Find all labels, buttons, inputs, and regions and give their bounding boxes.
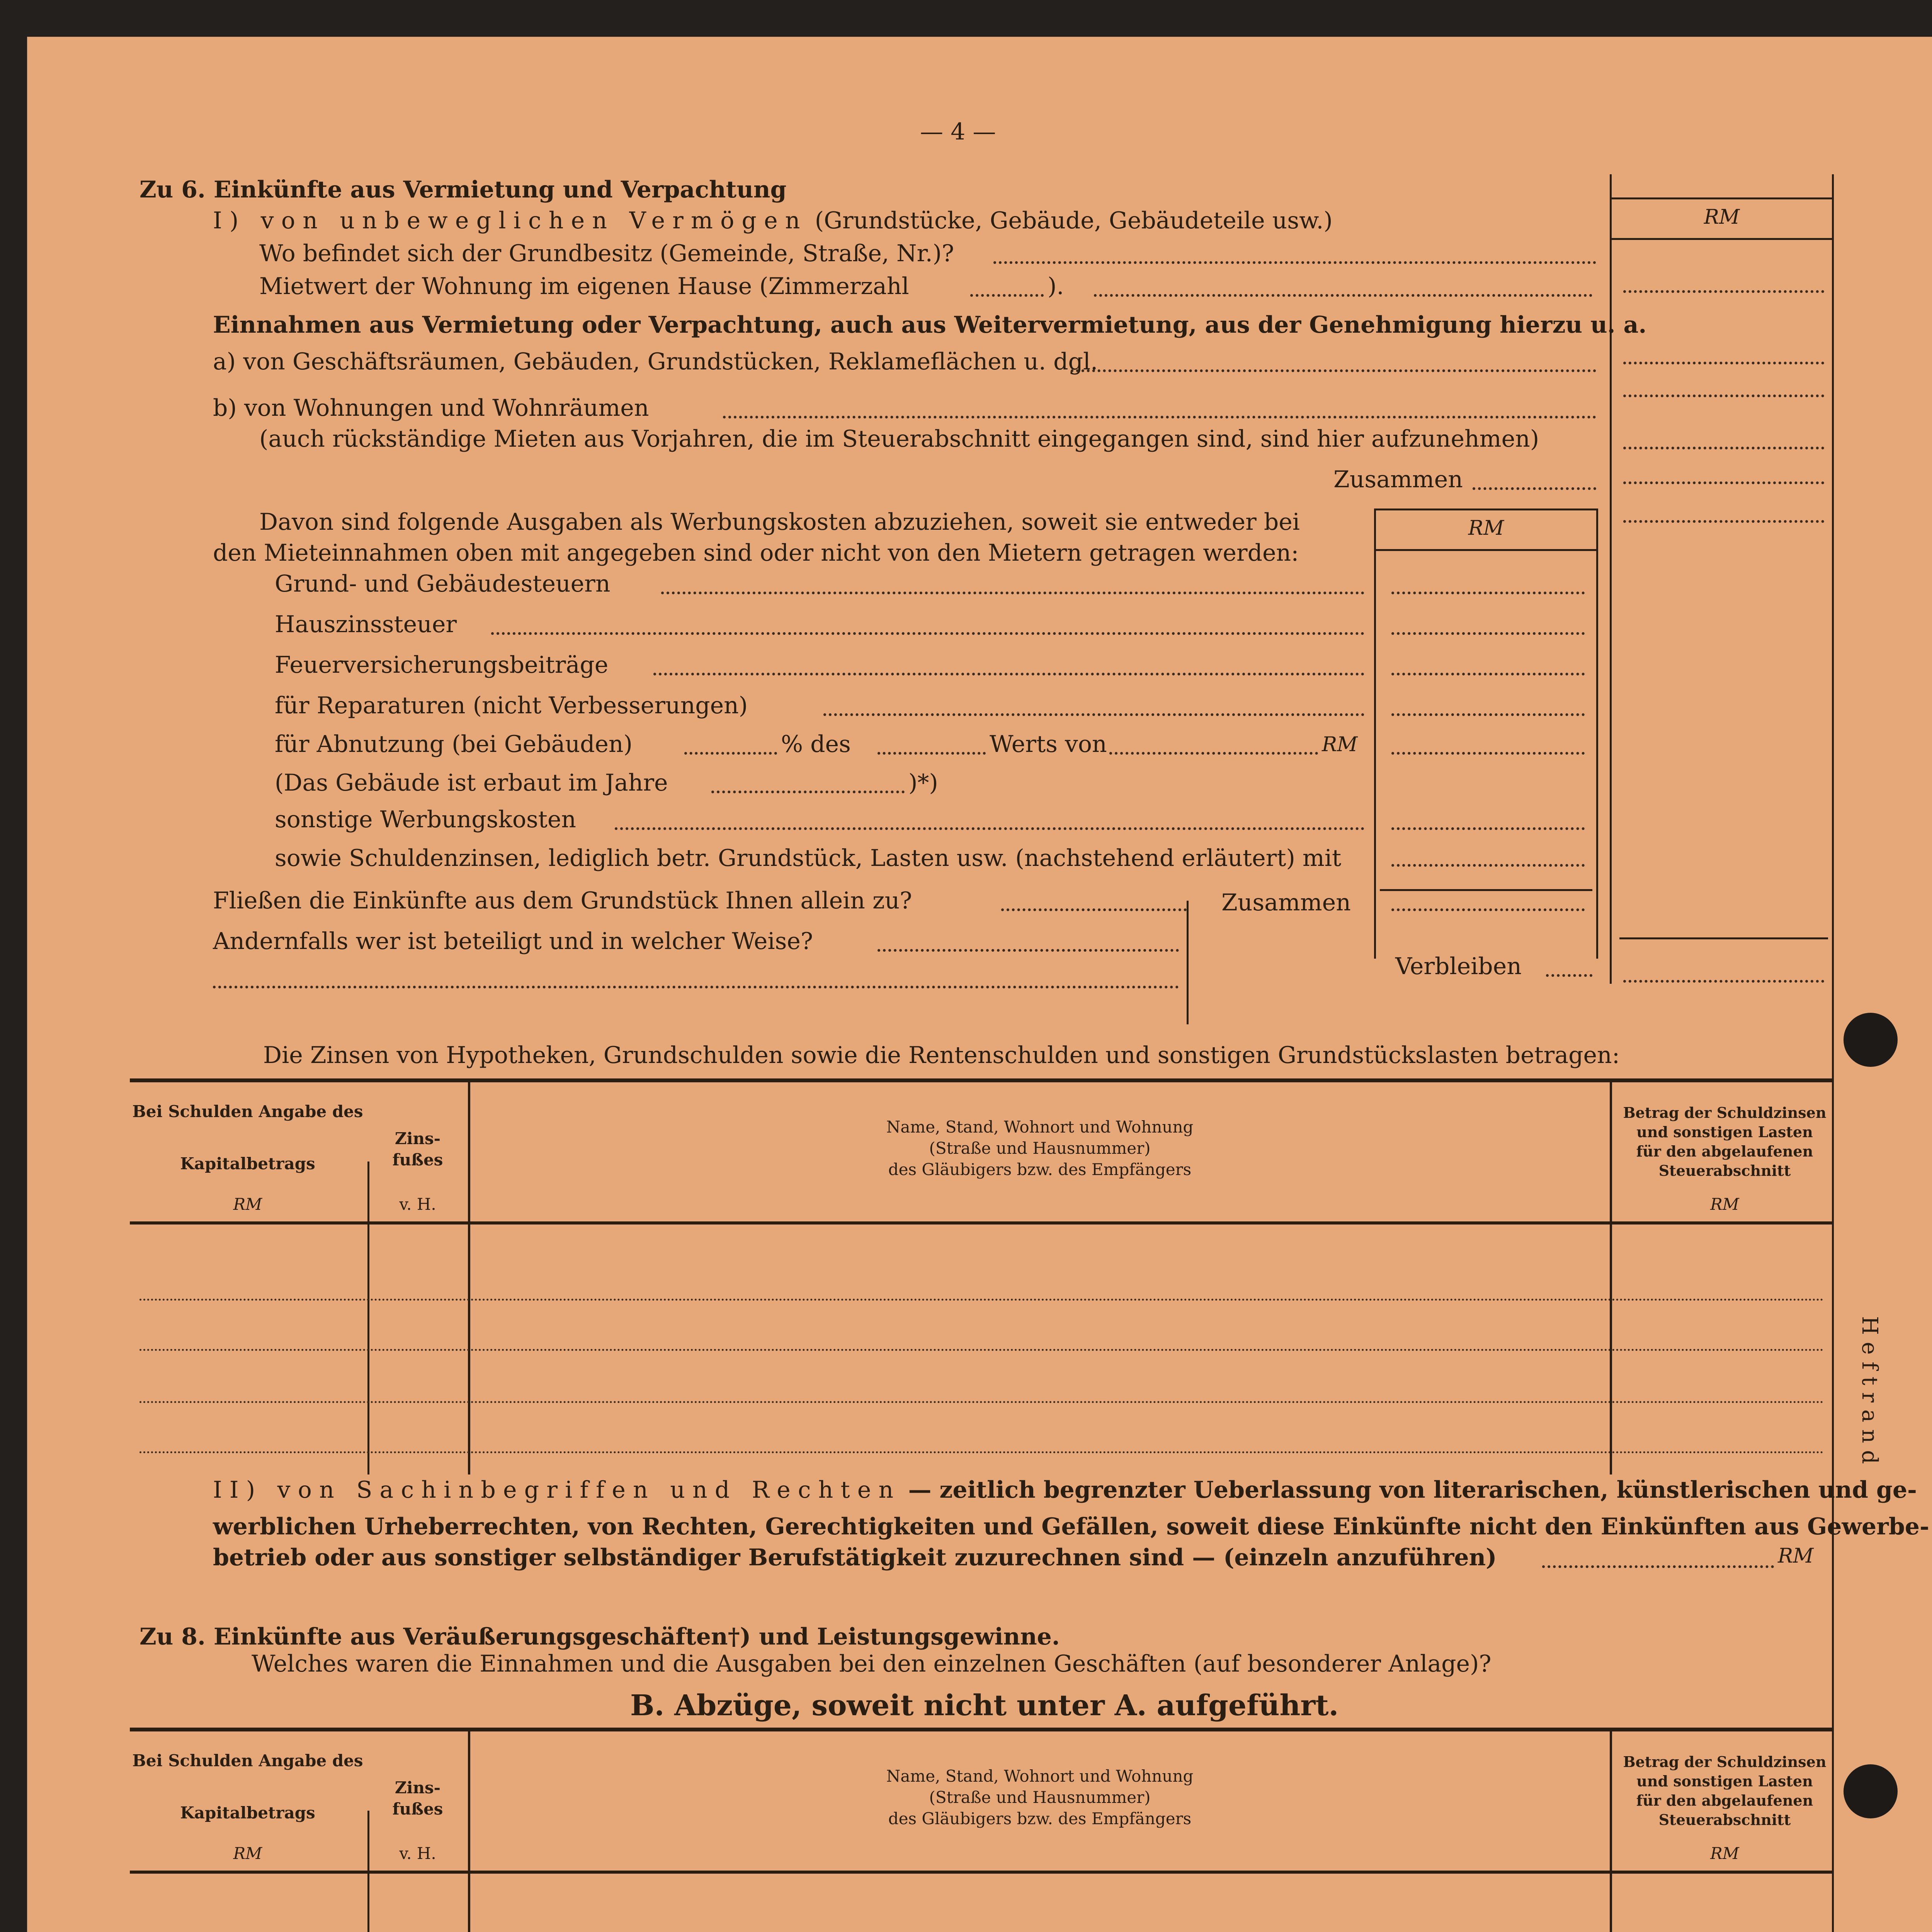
- rental-value-end: ).: [1048, 273, 1064, 300]
- sec-b-title: B. Abzüge, soweit nicht unter A. aufgeführt.: [630, 1689, 1339, 1722]
- deduction-intro-2: den Mieteinnahmen oben mit angegeben sind oder nicht von den Mietern getragen werden:: [213, 539, 1299, 566]
- expense-leader: [653, 673, 1364, 675]
- deduction-column-header-rule: [1374, 549, 1598, 551]
- expense-leader: [661, 592, 1364, 594]
- punch-hole: [1844, 1013, 1898, 1067]
- zusammen2-field[interactable]: [1391, 908, 1585, 911]
- page-number: — 4 —: [920, 118, 996, 145]
- deduction-column-top-rule: [1374, 509, 1598, 510]
- col-header-fusses: fußes: [392, 1150, 443, 1169]
- col-header-betrag-1: Betrag der Schuldzinsen: [1623, 1104, 1827, 1121]
- amount-field[interactable]: [1623, 447, 1824, 449]
- col-header-betrag-4: Steuerabschnitt: [1658, 1811, 1791, 1828]
- location-question: Wo befindet sich der Grundbesitz (Gemeinde, Straße, Nr.)?: [259, 240, 954, 267]
- deduction-column-left-rule: [1374, 510, 1376, 959]
- abnutzung-value-field[interactable]: [1109, 752, 1318, 755]
- fliessen-question: Fließen die Einkünfte aus dem Grundstück Ihnen allein zu?: [213, 887, 912, 914]
- sec6-i-label: I) von unbeweglichen Vermögen: [213, 207, 808, 234]
- col-divider: [468, 1080, 470, 1475]
- expense-label: für Reparaturen (nicht Verbesserungen): [275, 692, 748, 719]
- col-header-name-3: des Gläubigers bzw. des Empfängers: [888, 1160, 1192, 1179]
- amount-column-left-rule: [1610, 174, 1612, 984]
- sec8-question: Welches waren die Einnahmen und die Ausgaben bei den einzelnen Geschäften (auf besonderer Anlage)?: [252, 1650, 1492, 1677]
- amount-column-header: RM: [1704, 206, 1740, 229]
- col-header-betrag-4: Steuerabschnitt: [1658, 1162, 1791, 1179]
- expense-label: Grund- und Gebäudesteuern: [275, 570, 611, 597]
- income-b-leader: [723, 416, 1596, 418]
- erbaut-end: )*): [908, 769, 938, 796]
- col-unit-rm: RM: [233, 1195, 262, 1214]
- expense-amount-field[interactable]: [1391, 864, 1585, 867]
- erbaut-label: (Das Gebäude ist erbaut im Jahre: [275, 769, 668, 796]
- room-count-field[interactable]: [970, 294, 1044, 297]
- table-top-rule: [130, 1078, 1834, 1082]
- income-a-leader: [1071, 369, 1596, 372]
- col-header-fusses: fußes: [392, 1799, 443, 1818]
- abnutzung-werts-von: Werts von: [990, 731, 1107, 758]
- col-header-betrag-2: und sonstigen Lasten: [1636, 1772, 1813, 1790]
- ii-line1: — zeitlich begrenzter Ueberlassung von literarischen, künstlerischen und ge-: [908, 1476, 1917, 1503]
- amount-column-top-rule: [1610, 197, 1834, 199]
- col-header-betrag-2: und sonstigen Lasten: [1636, 1123, 1813, 1141]
- amount-column-right-rule: [1832, 174, 1834, 1932]
- deduction-intro-1: Davon sind folgende Ausgaben als Werbungskosten abzuziehen, soweit sie entweder bei: [259, 509, 1300, 536]
- ii-line2: werblichen Urheberrechten, von Rechten, Gerechtigkeiten und Gefällen, soweit diese Einkünfte nicht den Einkünften aus Gewerbe-: [213, 1513, 1929, 1540]
- income-a-label: a) von Geschäftsräumen, Gebäuden, Grundstücken, Reklameflächen u. dgl.: [213, 348, 1098, 375]
- amount-field[interactable]: [1623, 520, 1824, 523]
- zusammen2-label: Zusammen: [1221, 889, 1351, 916]
- schuldzinsen-label: sowie Schuldenzinsen, lediglich betr. Grundstück, Lasten usw. (nachstehend erläutert) mit: [275, 845, 1342, 872]
- col-unit-vh: v. H.: [399, 1195, 436, 1214]
- col-divider: [1610, 1730, 1612, 1932]
- erbaut-year-field[interactable]: [711, 791, 905, 793]
- abnutzung-basis-field[interactable]: [878, 752, 986, 755]
- col-header-name-3: des Gläubigers bzw. des Empfängers: [888, 1809, 1192, 1828]
- col-header-debts: Bei Schulden Angabe des: [132, 1751, 363, 1770]
- table-row[interactable]: [139, 1299, 1824, 1301]
- abnutzung-pct-des: % des: [781, 731, 851, 758]
- col-unit-vh: v. H.: [399, 1844, 436, 1863]
- andernfalls-question: Andernfalls wer ist beteiligt und in welcher Weise?: [213, 928, 813, 955]
- sonstige-label: sonstige Werbungskosten: [275, 806, 577, 833]
- andernfalls-field[interactable]: [878, 949, 1179, 952]
- amount-field[interactable]: [1623, 362, 1824, 364]
- col-divider: [468, 1730, 470, 1932]
- rental-value-leader: [1094, 294, 1592, 297]
- expense-amount-field[interactable]: [1391, 713, 1585, 716]
- expense-amount-field[interactable]: [1391, 827, 1585, 830]
- abnutzung-currency: RM: [1322, 733, 1358, 756]
- table-row[interactable]: [139, 1401, 1824, 1403]
- col-header-kapital: Kapitalbetrags: [180, 1154, 315, 1173]
- expense-amount-field[interactable]: [1391, 632, 1585, 635]
- table-top-rule: [130, 1728, 1834, 1731]
- heftrand-label: Heftrand: [1857, 1316, 1882, 1471]
- andernfalls-field-2[interactable]: [213, 986, 1179, 988]
- fliessen-divider: [1187, 901, 1189, 1024]
- deduction-sum-rule: [1380, 889, 1592, 891]
- rental-value-label: Mietwert der Wohnung im eigenen Hause (Zimmerzahl: [259, 273, 909, 300]
- col-divider: [367, 1811, 369, 1932]
- amount-field[interactable]: [1623, 980, 1824, 983]
- ii-line3: betrieb oder aus sonstiger selbständiger Berufstätigkeit zuzurechnen sind — (einzeln anzuführen): [213, 1544, 1497, 1571]
- verbleiben-label: Verbleiben: [1395, 953, 1522, 980]
- col-unit-rm: RM: [233, 1844, 262, 1863]
- abnutzung-percent-field[interactable]: [684, 752, 777, 755]
- verbleiben-leader: [1546, 974, 1592, 977]
- expense-leader: [823, 713, 1364, 716]
- form-sheet: [27, 37, 1932, 1932]
- ii-currency: RM: [1778, 1544, 1814, 1568]
- col-header-betrag-3: für den abgelaufenen: [1636, 1792, 1813, 1809]
- income-heading: Einnahmen aus Vermietung oder Verpachtung, auch aus Weitervermietung, aus der Genehmigung hierzu u. a.: [213, 311, 1647, 338]
- ii-amount-field[interactable]: [1542, 1565, 1774, 1568]
- amount-field[interactable]: [1623, 395, 1824, 397]
- table-row[interactable]: [139, 1451, 1824, 1453]
- col-divider: [1610, 1080, 1612, 1475]
- col-header-name-2: (Straße und Hausnummer): [929, 1139, 1151, 1158]
- col-divider: [367, 1162, 369, 1475]
- income-b-label: b) von Wohnungen und Wohnräumen: [213, 395, 649, 422]
- col-header-name-1: Name, Stand, Wohnort und Wohnung: [886, 1117, 1194, 1136]
- deduction-column-header: RM: [1468, 517, 1504, 540]
- col-header-betrag-3: für den abgelaufenen: [1636, 1143, 1813, 1160]
- table-header-rule: [130, 1221, 1834, 1225]
- zusammen-leader: [1473, 487, 1596, 490]
- amount-column-header-rule: [1610, 238, 1834, 240]
- table-header-rule: [130, 1871, 1834, 1874]
- col-header-zins: Zins-: [395, 1129, 441, 1148]
- col-unit-rm-2: RM: [1710, 1195, 1739, 1214]
- col-header-zins: Zins-: [395, 1778, 441, 1797]
- abnutzung-label: für Abnutzung (bei Gebäuden): [275, 731, 633, 758]
- expense-leader: [491, 632, 1364, 635]
- location-field[interactable]: [993, 261, 1596, 264]
- sec8-title: Zu 8. Einkünfte aus Veräußerungsgeschäften†) und Leistungsgewinne.: [139, 1623, 1060, 1650]
- expense-label: Feuerversicherungsbeiträge: [275, 651, 609, 679]
- col-unit-rm-2: RM: [1710, 1844, 1739, 1863]
- amount-field[interactable]: [1623, 290, 1824, 293]
- amount-field[interactable]: [1623, 481, 1824, 484]
- expense-amount-field[interactable]: [1391, 592, 1585, 594]
- col-header-name-2: (Straße und Hausnummer): [929, 1788, 1151, 1807]
- fliessen-field[interactable]: [1001, 908, 1187, 911]
- zusammen-label: Zusammen: [1333, 466, 1463, 493]
- punch-hole: [1844, 1764, 1898, 1818]
- col-header-betrag-1: Betrag der Schuldzinsen: [1623, 1753, 1827, 1770]
- income-b-note: (auch rückständige Mieten aus Vorjahren, die im Steuerabschnitt eingegangen sind, sind hier aufzunehmen): [259, 425, 1539, 452]
- expense-amount-field[interactable]: [1391, 752, 1585, 755]
- sec6-i-paren: (Grundstücke, Gebäude, Gebäudeteile usw.): [815, 207, 1333, 234]
- expense-label: Hauszinssteuer: [275, 611, 457, 638]
- deduction-column-right-rule: [1596, 510, 1598, 959]
- sec6-title: Zu 6. Einkünfte aus Vermietung und Verpachtung: [139, 176, 787, 203]
- ii-label: II) von Sachinbegriffen und Rechten: [213, 1476, 901, 1503]
- amount-sum-rule: [1619, 937, 1828, 939]
- table-row[interactable]: [139, 1349, 1824, 1351]
- col-header-debts: Bei Schulden Angabe des: [132, 1102, 363, 1121]
- sonstige-leader: [615, 827, 1364, 830]
- col-header-name-1: Name, Stand, Wohnort und Wohnung: [886, 1767, 1194, 1786]
- expense-amount-field[interactable]: [1391, 673, 1585, 675]
- zinsen-intro: Die Zinsen von Hypotheken, Grundschulden sowie die Rentenschulden und sonstigen Grundstückslasten betragen:: [263, 1042, 1620, 1069]
- col-header-kapital: Kapitalbetrags: [180, 1803, 315, 1822]
